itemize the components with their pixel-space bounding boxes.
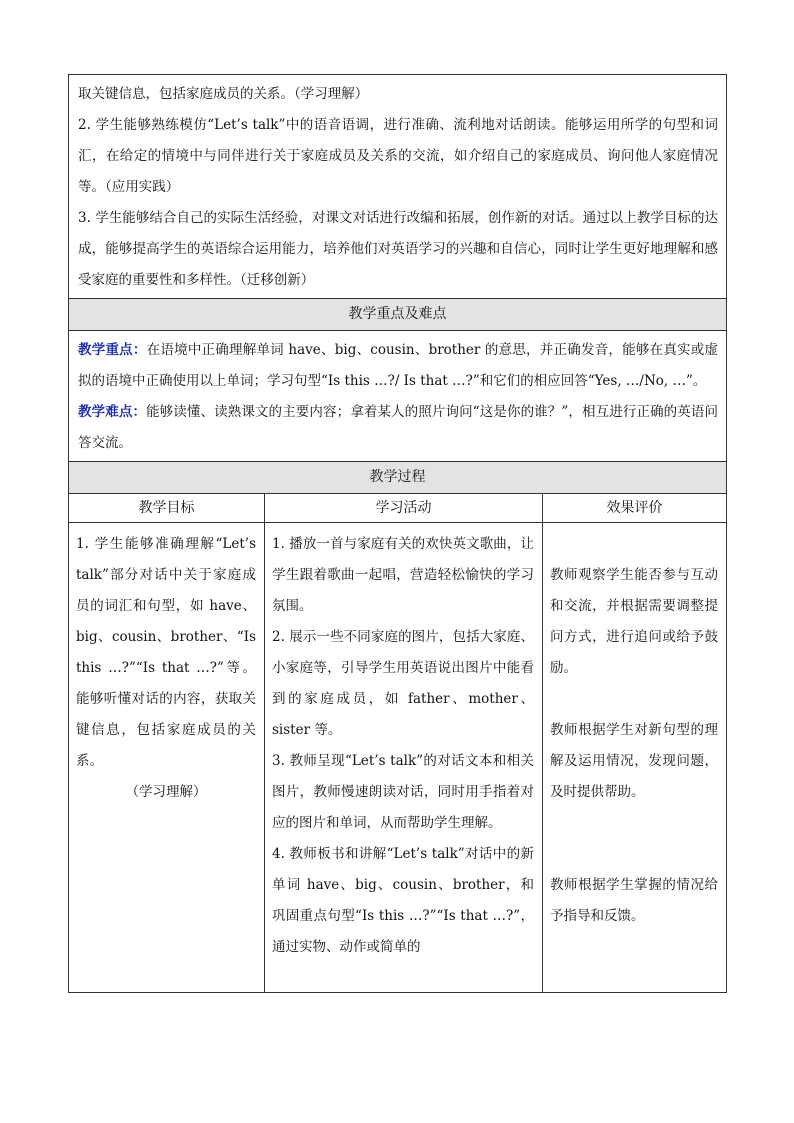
objectives-cell <box>69 75 727 299</box>
column-header-goal: 教学目标 <box>69 494 265 523</box>
process-title: 教学过程 <box>69 462 727 494</box>
objectives-row <box>69 75 727 299</box>
evaluation-spacer <box>550 684 718 715</box>
objective-item-1-tail: 取关键信息，包括家庭成员的关系。（学习理解） <box>78 86 369 102</box>
activity-item-1: 1. 播放一首与家庭有关的欢快英文歌曲，让学生跟着歌曲一起唱，营造轻松愉快的学习氛围。 <box>272 536 534 614</box>
evaluation-item-1: 教师观察学生能否参与互动和交流，并根据需要调整提问方式，进行追问或给予鼓励。 <box>550 567 719 676</box>
activity-item-4: 4. 教师板书和讲解“Let’s talk”对话中的新单词 have、big、cousin、brother，和巩固重点句型“Is this …?”“Is that …?”，通过实物、动作或简单的 <box>272 846 534 955</box>
teaching-focus <box>78 335 718 397</box>
objective-item-2: 2. 学生能够熟练模仿“Let’s talk”中的语音语调，进行准确、流利地对话朗读。能够运用所学的句型和词汇，在给定的情境中与同伴进行关于家庭成员及关系的交流，如介绍自己的家庭成员、询问他人家庭情况等。（应用实践） <box>78 117 719 195</box>
column-header-activity: 学习活动 <box>265 494 543 523</box>
teaching-difficulty-label: 教学难点： <box>78 404 147 420</box>
key-points-cell <box>69 331 727 462</box>
teaching-focus-text: 在语境中正确理解单词 have、big、cousin、brother 的意思，并正确发音，能够在真实或虚拟的语境中正确使用以上单词；学习句型“Is this …?/ Is that …?”和它们的相应回答“Yes, …/No, …”。 <box>78 342 719 389</box>
evaluation-item-3: 教师根据学生掌握的情况给予指导和反馈。 <box>550 877 719 924</box>
activity-cell <box>265 523 543 993</box>
goal-text: 1. 学生能够准确理解“Let’s talk”部分对话中关于家庭成员的词汇和句型，如 have、big、cousin、brother、“Is this …?”“Is that …?”等。能够听懂对话的内容，获取关键信息，包括家庭成员的关系。 <box>76 536 256 769</box>
objective-item-3: 3. 学生能够结合自己的实际生活经验，对课文对话进行改编和拓展，创作新的对话。通过以上教学目标的达成，能够提高学生的英语综合运用能力，培养他们对英语学习的兴趣和自信心，同时让学生更好地理解和感受家庭的重要性和多样性。（迁移创新） <box>78 210 719 288</box>
goal-cell <box>69 523 265 993</box>
teaching-difficulty-text: 能够读懂、读熟课文的主要内容；拿着某人的照片询问“这是你的谁？”，相互进行正确的英语问答交流。 <box>78 404 719 451</box>
lesson-plan-table <box>68 74 727 993</box>
teaching-difficulty <box>78 397 718 459</box>
key-points-title: 教学重点及难点 <box>69 299 727 331</box>
evaluation-cell <box>543 523 727 993</box>
column-header-evaluation: 效果评价 <box>543 494 727 523</box>
lesson-plan-page <box>68 74 726 993</box>
goal-tag: （学习理解） <box>125 784 207 800</box>
process-column-header-row <box>69 494 727 523</box>
key-points-row <box>69 331 727 462</box>
key-points-header-row <box>69 299 727 331</box>
activity-item-2: 2. 展示一些不同家庭的图片，包括大家庭、小家庭等，引导学生用英语说出图片中能看到的家庭成员，如 father、mother、sister 等。 <box>272 629 534 738</box>
process-header-row <box>69 462 727 494</box>
process-body-row <box>69 523 727 993</box>
evaluation-item-2: 教师根据学生对新句型的理解及运用情况，发现问题，及时提供帮助。 <box>550 722 719 800</box>
activity-item-3: 3. 教师呈现“Let’s talk”的对话文本和相关图片，教师慢速朗读对话，同时用手指着对应的图片和单词，从而帮助学生理解。 <box>272 753 534 831</box>
teaching-focus-label: 教学重点： <box>78 342 147 358</box>
evaluation-spacer <box>550 808 718 870</box>
